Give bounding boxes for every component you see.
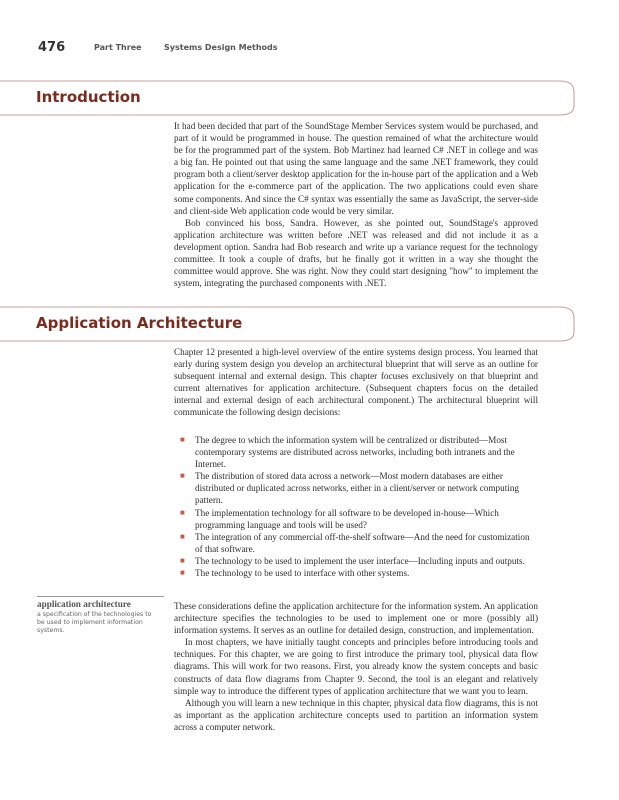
bullet-icon: ■: [180, 555, 185, 565]
bullet-icon: ■: [180, 435, 185, 444]
body-paragraph-2: In most chapters, we have initially taught concepts and principles before introducing tools and techniques. For this chapter, we are going to first introduce the primary tool, physical data flow diagrams. This will work for two reasons. First, you already know the system concepts and basic constructs of data flow diagrams from Chapter 9. Second, the tool is an elegant and relatively simple way to introduce the different types of application architecture that we want you to learn.: [174, 637, 538, 696]
bullet-icon: ■: [180, 471, 185, 481]
bullet-icon: ■: [180, 531, 185, 541]
body-paragraph-1: These considerations define the application architecture for the information system. An application architecture specifies the technologies to be used to implement one or more (possibly all) information systems. It serves as an outline for detailed design, construction, and implementation.: [174, 601, 538, 636]
list-item: ■ The technology to be used to interface with other systems.: [180, 568, 410, 579]
list-item: ■ The degree to which the information system will be centralized or distributed—Most contemporary systems are distributed across networks, including both intranets and the Internet.: [180, 435, 515, 470]
intro-paragraph-2: Bob convinced his boss, Sandra. However, as she pointed out, SoundStage's approved application architecture was written before .NET was released and did not include it as a development option. Sandra had Bob research and write up a variance request for the technology committee. It took a couple of drafts, but he finally got it written in a way she thought the committee would approve. She was right. Now they could start designing "how" to implement the system, integrating the purchased components with .NET.: [174, 217, 538, 289]
app-arch-body: [174, 600, 538, 733]
page-number: 476: [38, 40, 66, 55]
design-decisions-list: [174, 434, 538, 579]
list-item: ■ The integration of any commercial off-the-shelf software—And the need for customization of that software.: [180, 531, 530, 554]
app-arch-intro: [174, 346, 538, 419]
margin-rule: [37, 596, 164, 597]
app-arch-intro-paragraph: Chapter 12 presented a high-level overview of the entire systems design process. You learned that early during system design you develop an architectural blueprint that will serve as an outline for subsequent internal and external design. This chapter focuses exclusively on that blueprint and current alternatives for application architecture. (Subsequent chapters focus on the detailed internal and external design of each architectural component.) The architectural blueprint will communicate the following design decisions:: [174, 347, 538, 418]
section-band-application-architecture: [0, 306, 619, 342]
intro-paragraph-1: It had been decided that part of the SoundStage Member Services system would be purchased, and part of it would be programmed in house. The question remained of what the architecture would be for the programmed part of the system. Bob Martinez had learned C# .NET in college and was a big fan. He pointed out that using the same language and the same .NET framework, they could program both a client/server desktop application for the in-house part of the application and a Web application for the e-commerce part of the application. The two applications could even share some components. And since the C# syntax was essentially the same as JavaScript, the server-side and client-side Web application code would be very similar.: [174, 121, 538, 216]
section-band-introduction: [0, 80, 619, 116]
bullet-icon: ■: [180, 507, 185, 517]
list-item: ■ The technology to be used to implement the user interface—Including inputs and outputs.: [180, 555, 525, 566]
chapter-title: Systems Design Methods: [164, 43, 278, 52]
list-item: ■ The distribution of stored data across a network—Most modern databases are either distributed or duplicated across networks, either in a client/server or network computing pattern.: [180, 471, 520, 506]
list-item: ■ The implementation technology for all software to be developed in-house—Which programming language and tools will be used?: [180, 507, 499, 530]
intro-body: [174, 120, 538, 289]
margin-term: application architecture: [37, 599, 131, 609]
margin-definition: a specification of the technologies to be used to implement information systems.: [37, 611, 152, 634]
running-header: [38, 40, 598, 60]
body-paragraph-3: Although you will learn a new technique in this chapter, physical data flow diagrams, this is not as important as the application architecture concepts used to partition an information system across a computer network.: [174, 697, 538, 732]
section-title-application-architecture: Application Architecture: [36, 314, 243, 332]
part-label: Part Three: [94, 43, 142, 52]
section-title-introduction: Introduction: [36, 88, 141, 106]
bullet-icon: ■: [180, 568, 185, 578]
